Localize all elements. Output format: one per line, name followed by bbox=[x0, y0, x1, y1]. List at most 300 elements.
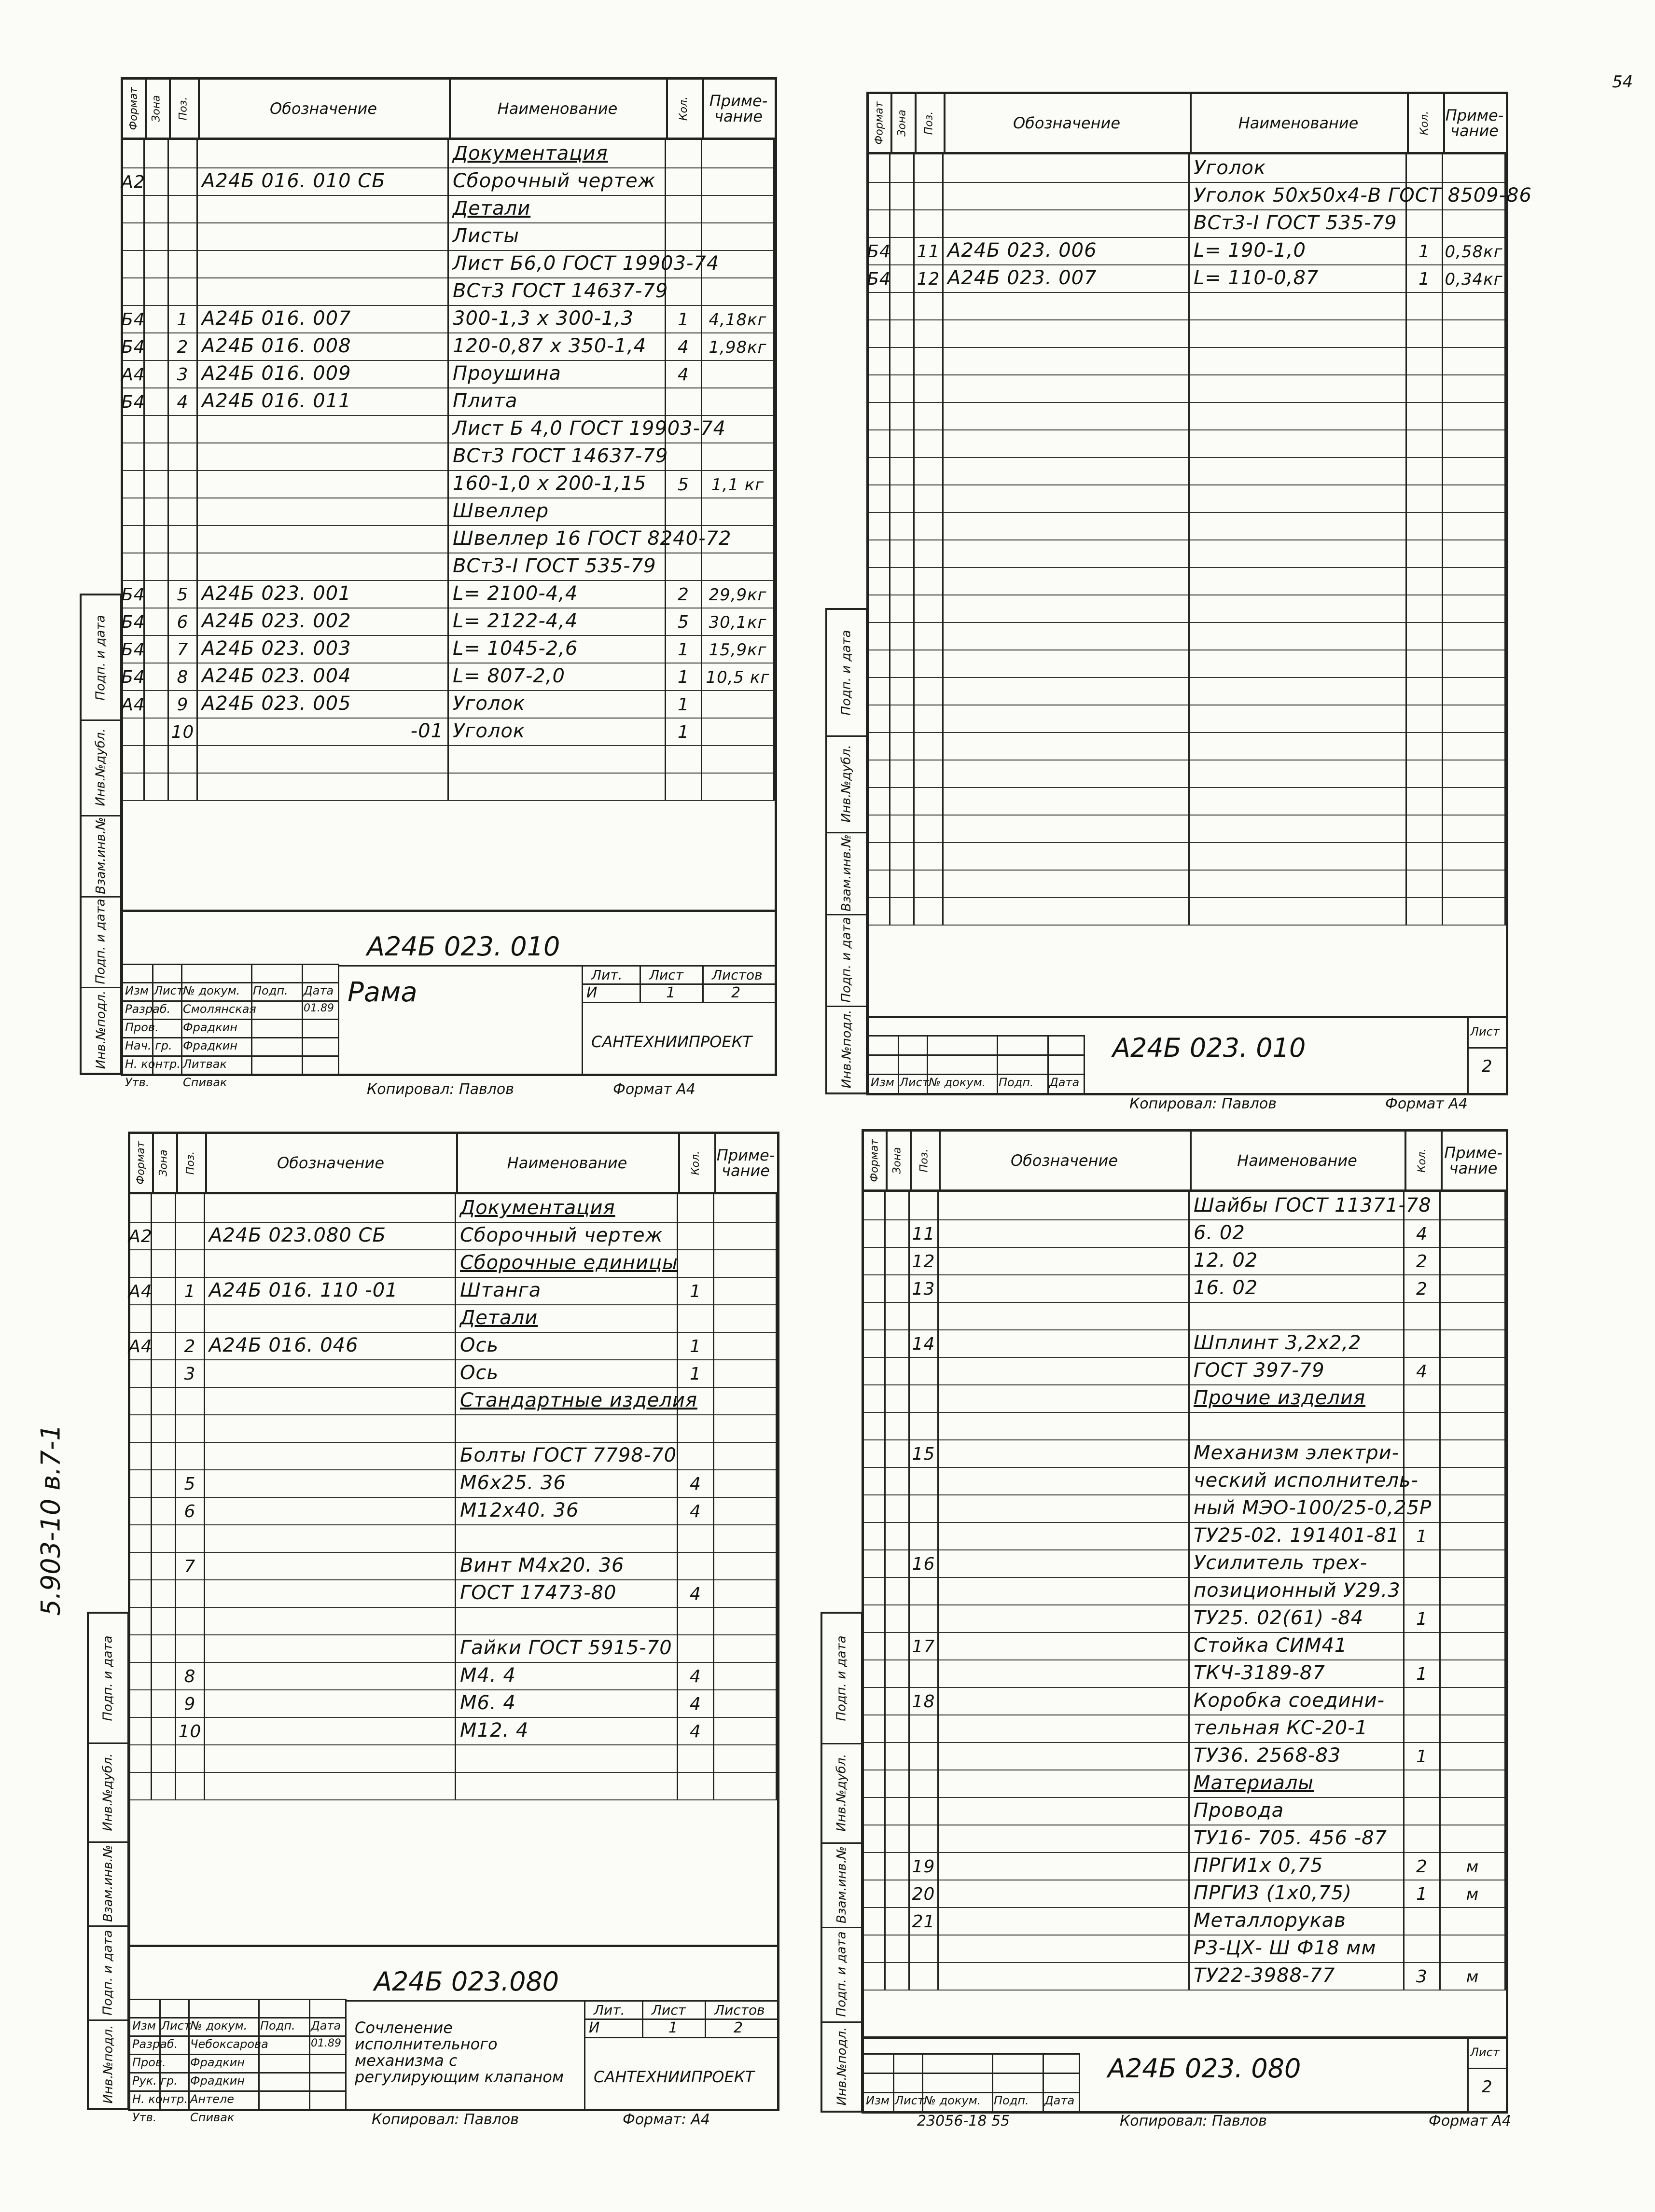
tb-col-label: Подп. bbox=[999, 1076, 1034, 1089]
cell-name bbox=[449, 690, 666, 718]
cell-position bbox=[176, 1579, 205, 1607]
cell-zone bbox=[152, 1689, 176, 1717]
cell-name-text: ТУ25-02. 191401-81 bbox=[1194, 1524, 1400, 1547]
cell-note bbox=[702, 608, 775, 635]
table-row bbox=[123, 608, 775, 636]
cell-note bbox=[702, 635, 775, 663]
cell-note bbox=[1441, 1687, 1506, 1714]
table-row bbox=[864, 1935, 1506, 1963]
cell-note bbox=[1441, 1467, 1506, 1494]
cell-name bbox=[1190, 1962, 1405, 1990]
cell-position bbox=[910, 1852, 939, 1880]
rule bbox=[123, 1055, 338, 1057]
cell-name-text: М6х25. 36 bbox=[460, 1472, 566, 1494]
side-stamp-cell bbox=[822, 1614, 861, 1744]
cell-position bbox=[915, 402, 944, 429]
header-name bbox=[1190, 1132, 1406, 1189]
side-stamp-label: Инв.№дубл. bbox=[94, 728, 109, 806]
cell-position bbox=[910, 1962, 939, 1990]
cell-designation bbox=[944, 567, 1190, 594]
side-stamp-cell bbox=[822, 2021, 861, 2112]
tb-col-label: Подп. bbox=[260, 2019, 295, 2032]
cell-designation bbox=[944, 815, 1190, 842]
header-zone-label: Зона bbox=[896, 110, 908, 137]
cell-zone bbox=[886, 1577, 910, 1604]
sheet-label: Лист bbox=[1470, 2046, 1500, 2059]
cell-quantity bbox=[1405, 1522, 1441, 1549]
cell-quantity bbox=[1407, 594, 1443, 622]
cell-quantity bbox=[1405, 1494, 1441, 1522]
sheet-rama-1 bbox=[121, 77, 777, 1089]
cell-quantity bbox=[666, 635, 702, 663]
cell-name bbox=[1190, 1714, 1405, 1742]
cell-position-text: 10 bbox=[171, 722, 195, 742]
sheet-label: Лист bbox=[1470, 1025, 1500, 1038]
cell-position bbox=[176, 1552, 205, 1579]
rule bbox=[130, 2109, 345, 2110]
cell-position bbox=[910, 1412, 939, 1439]
cell-zone bbox=[890, 429, 915, 457]
cell-note bbox=[702, 580, 775, 608]
side-stamp-label: Подп. и дата bbox=[834, 1635, 849, 1721]
table-row bbox=[130, 1717, 777, 1745]
cell-designation-text: А24Б 023. 005 bbox=[202, 692, 351, 715]
header-name-label: Наименование bbox=[1237, 1151, 1357, 1170]
cell-quantity bbox=[1405, 1384, 1441, 1412]
cell-zone bbox=[886, 1770, 910, 1797]
cell-quantity bbox=[1407, 264, 1443, 292]
cell-format bbox=[130, 1332, 152, 1359]
cell-designation bbox=[944, 512, 1190, 539]
cell-note bbox=[714, 1359, 777, 1387]
cell-quantity-text: 1 bbox=[1416, 1664, 1428, 1684]
cell-zone bbox=[152, 1634, 176, 1662]
header-format bbox=[869, 94, 892, 152]
tb-col-label: Изм bbox=[871, 1076, 894, 1089]
cell-format bbox=[864, 1494, 886, 1522]
cell-zone bbox=[152, 1277, 176, 1304]
cell-quantity-text: 1 bbox=[678, 640, 689, 660]
cell-note bbox=[1443, 787, 1506, 815]
tb-role: Пров. bbox=[132, 2056, 166, 2069]
cell-designation bbox=[205, 1387, 456, 1414]
cell-note bbox=[702, 140, 775, 167]
cell-position bbox=[910, 1714, 939, 1742]
side-stamp-cell bbox=[82, 987, 120, 1074]
cell-quantity bbox=[1405, 1935, 1441, 1962]
sheet-label: Лист bbox=[652, 2002, 686, 2018]
spec-header bbox=[130, 1134, 777, 1194]
cell-note bbox=[714, 1772, 777, 1799]
cell-designation bbox=[205, 1689, 456, 1717]
cell-zone bbox=[152, 1579, 176, 1607]
cell-position bbox=[915, 429, 944, 457]
cell-designation-text: А24Б 023. 006 bbox=[947, 239, 1097, 262]
cell-note bbox=[1441, 1412, 1506, 1439]
cell-designation bbox=[198, 718, 449, 745]
cell-position bbox=[169, 718, 198, 745]
cell-quantity bbox=[1407, 182, 1443, 209]
cell-quantity bbox=[666, 553, 702, 580]
table-row bbox=[123, 718, 775, 746]
cell-zone bbox=[886, 1439, 910, 1467]
cell-zone bbox=[886, 1357, 910, 1384]
cell-quantity bbox=[666, 745, 702, 773]
cell-position-text: 6 bbox=[177, 612, 189, 632]
cell-zone bbox=[152, 1772, 176, 1799]
header-designation bbox=[205, 1134, 458, 1192]
cell-name bbox=[1190, 650, 1407, 677]
cell-designation bbox=[939, 1852, 1190, 1880]
cell-zone bbox=[152, 1662, 176, 1689]
spec-header bbox=[864, 1132, 1506, 1192]
header-position-label: Поз. bbox=[184, 1151, 196, 1175]
cell-designation bbox=[939, 1797, 1190, 1825]
cell-zone bbox=[886, 1742, 910, 1770]
table-row bbox=[869, 539, 1506, 568]
cell-zone bbox=[886, 1192, 910, 1219]
rule bbox=[130, 2090, 345, 2092]
cell-note bbox=[714, 1469, 777, 1497]
cell-quantity bbox=[1407, 292, 1443, 319]
cell-note bbox=[702, 553, 775, 580]
cell-designation bbox=[205, 1469, 456, 1497]
cell-designation bbox=[939, 1714, 1190, 1742]
tb-role: Рук. гр. bbox=[132, 2074, 178, 2088]
tb-person: Фрадкин bbox=[183, 1039, 237, 1052]
cell-designation bbox=[198, 167, 449, 195]
cell-name bbox=[449, 360, 666, 387]
cell-note bbox=[1443, 870, 1506, 897]
cell-format bbox=[130, 1277, 152, 1304]
table-row bbox=[864, 1549, 1506, 1578]
rule bbox=[123, 1074, 338, 1075]
cell-name-text: ТУ22-3988-77 bbox=[1194, 1964, 1335, 1987]
cell-name-text: позиционный У29.3 bbox=[1194, 1579, 1401, 1602]
rule bbox=[345, 1999, 347, 2109]
cell-designation bbox=[944, 237, 1190, 264]
cell-position-text: 11 bbox=[917, 242, 940, 262]
cell-note bbox=[1443, 374, 1506, 402]
lit-value: И bbox=[589, 2019, 600, 2036]
table-row bbox=[130, 1414, 777, 1443]
header-designation bbox=[944, 94, 1192, 152]
cell-zone bbox=[152, 1552, 176, 1579]
cell-note bbox=[1443, 237, 1506, 264]
cell-position bbox=[915, 677, 944, 705]
cell-position bbox=[169, 305, 198, 332]
cell-format bbox=[869, 705, 890, 732]
cell-format-text: Б4 bbox=[121, 392, 145, 412]
cell-zone bbox=[145, 498, 169, 525]
cell-position bbox=[169, 498, 198, 525]
cell-name-text: Штанга bbox=[460, 1279, 542, 1301]
cell-designation bbox=[205, 1249, 456, 1277]
cell-note-text: 15,9кг bbox=[709, 640, 767, 660]
cell-quantity bbox=[1405, 1577, 1441, 1604]
cell-position bbox=[169, 277, 198, 305]
cell-quantity bbox=[1405, 1302, 1441, 1329]
table-row bbox=[864, 1770, 1506, 1798]
cell-position bbox=[915, 347, 944, 374]
cell-format bbox=[864, 1880, 886, 1907]
cell-quantity bbox=[666, 277, 702, 305]
cell-name bbox=[1190, 1494, 1432, 1522]
cell-zone bbox=[890, 347, 915, 374]
cell-quantity bbox=[678, 1497, 714, 1524]
cell-name-text: ВСт3-I ГОСТ 535-79 bbox=[1194, 212, 1397, 234]
table-row bbox=[864, 1962, 1506, 1991]
cell-format bbox=[123, 498, 145, 525]
cell-quantity bbox=[1405, 1797, 1441, 1825]
cell-position bbox=[169, 250, 198, 277]
rule bbox=[123, 964, 338, 965]
cell-name-text: Лист Б6,0 ГОСТ 19903-74 bbox=[453, 252, 720, 275]
table-row bbox=[130, 1662, 777, 1690]
tb-col-label: Дата bbox=[1049, 1076, 1080, 1089]
cell-format bbox=[130, 1524, 152, 1552]
sheets-value: 2 bbox=[731, 984, 741, 1001]
cell-zone bbox=[890, 402, 915, 429]
cell-note bbox=[1443, 182, 1506, 209]
cell-quantity bbox=[678, 1442, 714, 1469]
organization: САНТЕХНИИПРОЕКТ bbox=[594, 2068, 754, 2086]
cell-note bbox=[702, 442, 775, 470]
cell-position bbox=[169, 140, 198, 167]
cell-format bbox=[869, 484, 890, 512]
cell-designation bbox=[198, 305, 449, 332]
cell-name bbox=[1190, 1274, 1405, 1302]
header-quantity bbox=[1407, 94, 1445, 152]
cell-zone bbox=[152, 1744, 176, 1772]
cell-note bbox=[714, 1689, 777, 1717]
cell-quantity-text: 1 bbox=[1416, 1884, 1428, 1904]
cell-quantity-text: 4 bbox=[690, 1474, 701, 1494]
tb-role: Разраб. bbox=[132, 2037, 178, 2051]
header-name bbox=[456, 1134, 680, 1192]
spec-header bbox=[123, 80, 775, 140]
cell-position bbox=[915, 787, 944, 815]
cell-note bbox=[702, 332, 775, 360]
cell-name-text: ГОСТ 397-79 bbox=[1194, 1359, 1325, 1382]
sheet-value: 2 bbox=[1482, 2077, 1492, 2097]
cell-format bbox=[123, 525, 145, 553]
cell-quantity bbox=[678, 1277, 714, 1304]
cell-format bbox=[864, 1467, 886, 1494]
table-row bbox=[869, 237, 1506, 265]
cell-designation bbox=[939, 1329, 1190, 1357]
cell-quantity bbox=[666, 360, 702, 387]
cell-note bbox=[714, 1497, 777, 1524]
cell-note bbox=[1441, 1494, 1506, 1522]
cell-position bbox=[169, 663, 198, 690]
cell-zone bbox=[145, 663, 169, 690]
header-designation bbox=[939, 1132, 1192, 1189]
tb-person: Смолянская bbox=[183, 1002, 256, 1016]
cell-designation bbox=[198, 773, 449, 800]
cell-designation bbox=[939, 1412, 1190, 1439]
doc-title: Рама bbox=[348, 977, 417, 1008]
cell-note bbox=[714, 1662, 777, 1689]
cell-quantity-text: 2 bbox=[1416, 1279, 1428, 1299]
cell-position-text: 12 bbox=[917, 269, 940, 289]
cell-format bbox=[864, 1302, 886, 1329]
cell-designation bbox=[939, 1302, 1190, 1329]
cell-quantity-text: 1 bbox=[1416, 1747, 1428, 1767]
cell-position bbox=[915, 539, 944, 567]
header-format-label: Формат bbox=[868, 1139, 881, 1182]
cell-format bbox=[869, 182, 890, 209]
table-row bbox=[869, 484, 1506, 513]
cell-name bbox=[1190, 374, 1407, 402]
cell-position bbox=[169, 195, 198, 222]
cell-note bbox=[1441, 1439, 1506, 1467]
cell-position bbox=[910, 1742, 939, 1770]
cell-note bbox=[1443, 457, 1506, 484]
tb-person: Спивак bbox=[183, 1076, 227, 1089]
cell-note bbox=[1443, 347, 1506, 374]
cell-note bbox=[702, 167, 775, 195]
cell-format-text: А4 bbox=[121, 695, 145, 715]
cell-position bbox=[915, 732, 944, 760]
cell-designation bbox=[944, 457, 1190, 484]
cell-designation bbox=[944, 760, 1190, 787]
tb-role: Н. контр. bbox=[125, 1057, 181, 1071]
cell-name-text: М12. 4 bbox=[460, 1719, 529, 1742]
table-row bbox=[869, 347, 1506, 375]
cell-name bbox=[1190, 594, 1407, 622]
cell-name bbox=[1190, 1247, 1405, 1274]
table-row bbox=[123, 250, 775, 278]
cell-quantity-text: 1 bbox=[690, 1364, 701, 1384]
table-row bbox=[130, 1579, 777, 1608]
cell-note bbox=[1443, 732, 1506, 760]
rule bbox=[582, 965, 583, 1074]
cell-designation bbox=[205, 1607, 456, 1634]
side-stamp-label: Взам.инв.№ bbox=[834, 1846, 849, 1923]
header-format bbox=[123, 80, 147, 138]
cell-position-text: 13 bbox=[912, 1279, 935, 1299]
cell-note bbox=[1441, 1880, 1506, 1907]
cell-name-text: ГОСТ 17473-80 bbox=[460, 1582, 617, 1604]
rule bbox=[702, 965, 704, 1002]
cell-format bbox=[864, 1412, 886, 1439]
table-row bbox=[869, 567, 1506, 595]
side-stamp-cell bbox=[827, 1006, 866, 1094]
cell-position bbox=[169, 580, 198, 608]
cell-format bbox=[123, 167, 145, 195]
cell-name bbox=[1190, 1357, 1405, 1384]
cell-format bbox=[123, 580, 145, 608]
cell-zone bbox=[152, 1497, 176, 1524]
table-row bbox=[123, 167, 775, 196]
rule bbox=[869, 1035, 1084, 1037]
cell-name bbox=[1190, 154, 1407, 182]
cell-format bbox=[864, 1714, 886, 1742]
cell-quantity bbox=[1405, 1632, 1441, 1659]
cell-designation bbox=[198, 222, 449, 250]
tb-col-label: Изм bbox=[866, 2094, 890, 2107]
cell-designation bbox=[198, 470, 449, 498]
cell-designation bbox=[944, 484, 1190, 512]
cell-position bbox=[915, 897, 944, 925]
cell-position bbox=[169, 470, 198, 498]
side-stamp-2 bbox=[825, 608, 868, 1094]
tb-col-label: Лист bbox=[895, 2094, 924, 2107]
copied-by-4: Копировал: Павлов bbox=[1120, 2113, 1267, 2129]
cell-position-text: 4 bbox=[177, 392, 189, 412]
cell-designation bbox=[944, 347, 1190, 374]
cell-position bbox=[915, 292, 944, 319]
cell-designation bbox=[944, 429, 1190, 457]
tb-col-label: № докум. bbox=[190, 2019, 248, 2032]
table-row bbox=[864, 1797, 1506, 1825]
cell-zone bbox=[886, 1714, 910, 1742]
cell-name-text: Стандартные изделия bbox=[460, 1389, 697, 1411]
cell-name bbox=[1190, 1412, 1405, 1439]
cell-quantity bbox=[678, 1772, 714, 1799]
cell-format bbox=[123, 745, 145, 773]
cell-name bbox=[456, 1689, 678, 1717]
cell-name bbox=[1190, 264, 1407, 292]
cell-name-text: Ось bbox=[460, 1362, 499, 1384]
cell-zone bbox=[145, 745, 169, 773]
cell-format-text: А4 bbox=[128, 1337, 153, 1356]
cell-format bbox=[869, 760, 890, 787]
cell-note bbox=[1443, 677, 1506, 705]
cell-name bbox=[1190, 237, 1407, 264]
cell-format bbox=[869, 842, 890, 870]
table-row bbox=[864, 1329, 1506, 1358]
cell-zone bbox=[152, 1607, 176, 1634]
cell-format-text: Б4 bbox=[867, 269, 891, 289]
tb-col-label: Изм bbox=[132, 2019, 156, 2032]
cell-note bbox=[1441, 1329, 1506, 1357]
cell-position bbox=[915, 154, 944, 182]
table-row bbox=[123, 360, 775, 388]
cell-name bbox=[456, 1414, 678, 1442]
cell-position bbox=[910, 1494, 939, 1522]
series-code: 5.903-10 в.7-1 bbox=[35, 1424, 66, 1616]
cell-position-text: 10 bbox=[178, 1722, 202, 1742]
header-zone bbox=[152, 1134, 178, 1192]
side-stamp-label: Взам.инв.№ bbox=[839, 834, 854, 912]
cell-name bbox=[449, 498, 666, 525]
cell-name bbox=[449, 332, 666, 360]
table-row bbox=[123, 525, 775, 553]
cell-position bbox=[910, 1274, 939, 1302]
cell-note bbox=[1441, 1962, 1506, 1990]
cell-quantity-text: 4 bbox=[690, 1667, 701, 1687]
tb-person: Антеле bbox=[190, 2092, 234, 2106]
cell-quantity-text: 1 bbox=[1419, 242, 1430, 262]
archive-number: 23056-18 55 bbox=[917, 2113, 1010, 2129]
rule bbox=[864, 2092, 1079, 2093]
cell-name bbox=[449, 250, 720, 277]
table-row bbox=[130, 1524, 777, 1553]
cell-position-text: 5 bbox=[177, 585, 189, 605]
cell-zone bbox=[890, 594, 915, 622]
cell-designation bbox=[939, 1687, 1190, 1714]
cell-note bbox=[1441, 1797, 1506, 1825]
cell-note bbox=[1443, 209, 1506, 237]
cell-designation-text: А24Б 016. 008 bbox=[202, 335, 351, 357]
copied-by-1: Копировал: Павлов bbox=[367, 1081, 514, 1098]
cell-name bbox=[449, 525, 732, 553]
table-row bbox=[123, 387, 775, 416]
cell-format-text: А2 bbox=[128, 1227, 153, 1246]
side-stamp-cell bbox=[827, 610, 866, 737]
